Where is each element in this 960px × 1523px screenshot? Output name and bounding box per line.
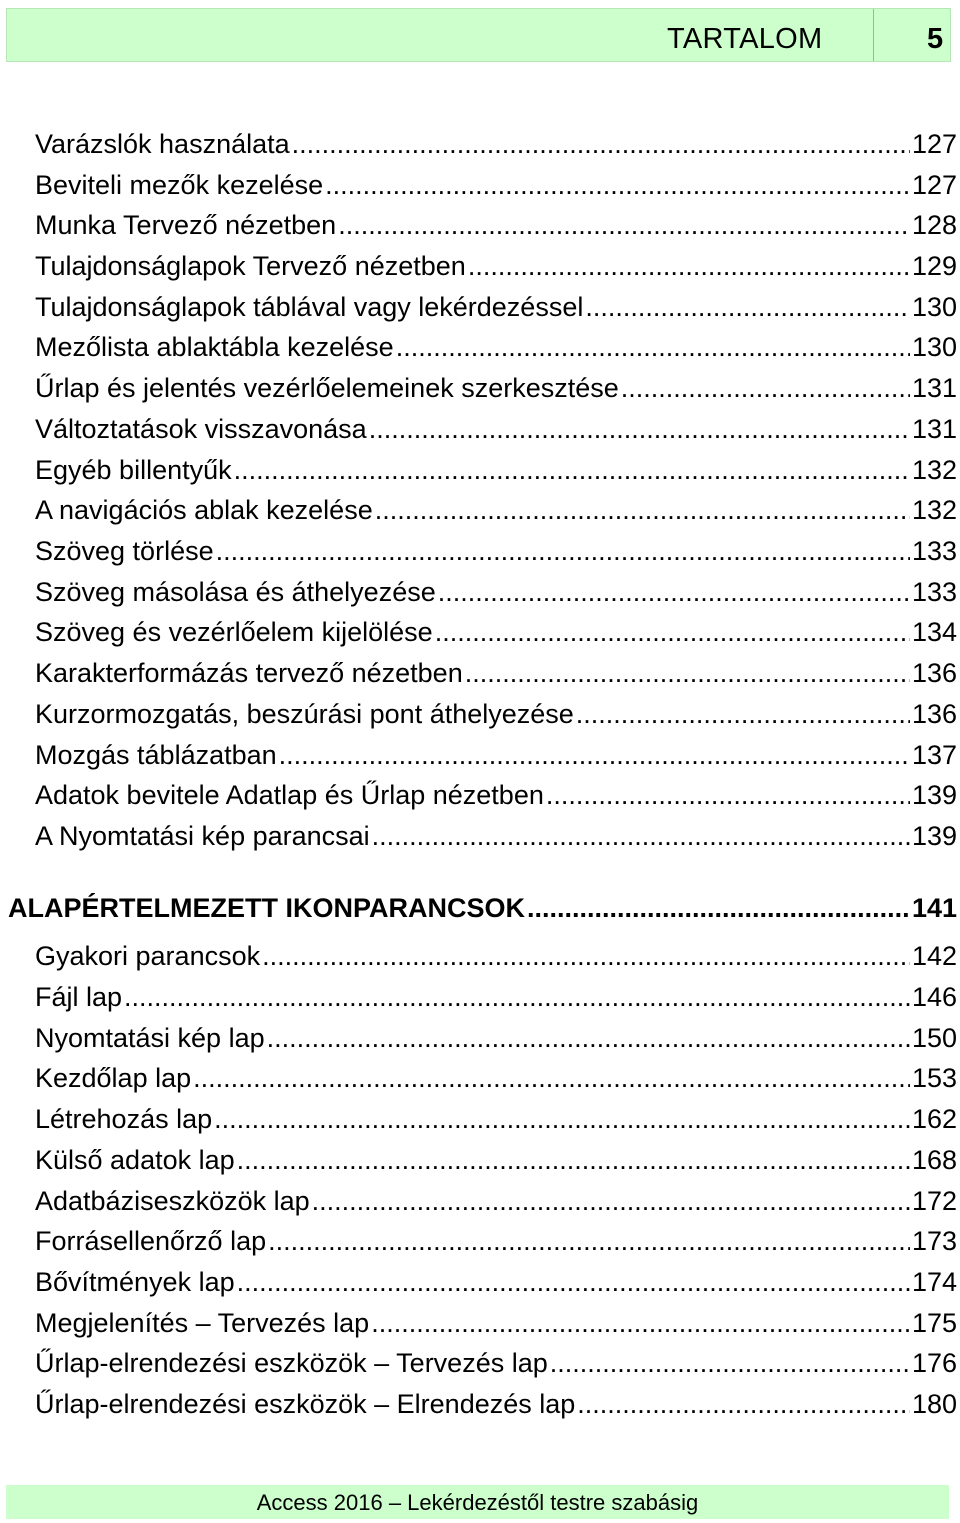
toc-dot-leader	[193, 1061, 910, 1095]
toc-dot-leader	[435, 615, 910, 649]
running-footer	[6, 1485, 949, 1519]
toc-entry-page: 136	[911, 658, 957, 688]
toc-dot-leader	[124, 980, 910, 1014]
toc-dot-leader	[576, 697, 910, 731]
toc-entry-page: 175	[911, 1308, 957, 1338]
toc-entry-page: 128	[911, 210, 957, 240]
toc-dot-leader	[234, 453, 910, 487]
toc-entry-title: Karakterformázás tervező nézetben	[35, 658, 463, 688]
toc-entry[interactable]	[35, 371, 957, 405]
toc-entry[interactable]	[35, 290, 957, 324]
toc-entry-page: 168	[911, 1145, 957, 1175]
toc-dot-leader	[279, 738, 910, 772]
toc-entry[interactable]	[35, 1143, 957, 1177]
toc-dot-leader	[577, 1387, 910, 1421]
toc-entry-page: 142	[911, 941, 957, 971]
toc-dot-leader	[369, 412, 910, 446]
toc-entry[interactable]	[35, 819, 957, 853]
toc-entry[interactable]	[35, 1102, 957, 1136]
toc-entry-title: Munka Tervező nézetben	[35, 210, 337, 240]
toc-entry[interactable]	[35, 208, 957, 242]
running-header	[6, 8, 951, 62]
toc-dot-leader	[546, 778, 910, 812]
toc-entry[interactable]	[35, 1184, 957, 1218]
toc-entry-page: 150	[911, 1023, 957, 1053]
toc-entry-title: Adatbáziseszközök lap	[35, 1186, 310, 1216]
toc-entry-title: Forrásellenőrző lap	[35, 1226, 267, 1256]
toc-entry[interactable]	[35, 534, 957, 568]
toc-entry-title: Nyomtatási kép lap	[35, 1023, 265, 1053]
toc-entry[interactable]	[35, 412, 957, 446]
toc-entry-title: Fájl lap	[35, 982, 123, 1012]
toc-entry-title: Űrlap-elrendezési eszközök – Tervezés lap	[35, 1348, 548, 1378]
toc-entry-page: 133	[911, 536, 957, 566]
toc-entry-page: 139	[911, 821, 957, 851]
toc-entry-title: A Nyomtatási kép parancsai	[35, 821, 370, 851]
toc-entry-page: 132	[911, 495, 957, 525]
toc-entry-title: Kurzormozgatás, beszúrási pont áthelyezése	[35, 699, 574, 729]
toc-chapter-entry[interactable]	[8, 891, 957, 925]
toc-entry-page: 141	[911, 893, 957, 923]
toc-entry[interactable]	[35, 1306, 957, 1340]
toc-entry[interactable]	[35, 330, 957, 364]
footer-text: Access 2016 – Lekérdezéstől testre szabásig	[256, 1490, 699, 1515]
toc-entry-page: 132	[911, 455, 957, 485]
toc-entry-title: Külső adatok lap	[35, 1145, 235, 1175]
toc-entry-page: 133	[911, 577, 957, 607]
toc-entry[interactable]	[35, 1387, 957, 1421]
toc-entry[interactable]	[35, 1021, 957, 1055]
toc-dot-leader	[527, 891, 910, 925]
toc-entry-title: Gyakori parancsok	[35, 941, 261, 971]
toc-dot-leader	[216, 534, 910, 568]
toc-dot-leader	[214, 1102, 910, 1136]
toc-dot-leader	[338, 208, 910, 242]
toc-entry-title: Adatok bevitele Adatlap és Űrlap nézetben	[35, 780, 544, 810]
toc-entry[interactable]	[35, 575, 957, 609]
toc-dot-leader	[262, 939, 910, 973]
toc-entry-page: 130	[911, 332, 957, 362]
toc-dot-leader	[438, 575, 910, 609]
toc-entry[interactable]	[35, 1224, 957, 1258]
toc-entry-page: 139	[911, 780, 957, 810]
toc-dot-leader	[312, 1184, 910, 1218]
toc-entry-page: 137	[911, 740, 957, 770]
toc-entry[interactable]	[35, 656, 957, 690]
toc-entry-title: Szöveg törlése	[35, 536, 214, 566]
toc-entry-page: 129	[911, 251, 957, 281]
toc-entry[interactable]	[35, 939, 957, 973]
toc-dot-leader	[372, 819, 910, 853]
toc-entry-title: Szöveg másolása és áthelyezése	[35, 577, 436, 607]
toc-dot-leader	[292, 127, 910, 161]
toc-entry-page: 174	[911, 1267, 957, 1297]
toc-entry[interactable]	[35, 615, 957, 649]
toc-entry-page: 172	[911, 1186, 957, 1216]
toc-entry-page: 146	[911, 982, 957, 1012]
toc-entry-title: Bővítmények lap	[35, 1267, 235, 1297]
toc-entry-page: 153	[911, 1063, 957, 1093]
header-title: TARTALOM	[667, 23, 823, 55]
toc-entry-title: Tulajdonságlapok Tervező nézetben	[35, 251, 466, 281]
toc-entry-page: 134	[911, 617, 957, 647]
toc-entry[interactable]	[35, 168, 957, 202]
toc-entry-title: Egyéb billentyűk	[35, 455, 232, 485]
toc-dot-leader	[371, 1306, 910, 1340]
toc-dot-leader	[267, 1021, 910, 1055]
toc-entry-title: Létrehozás lap	[35, 1104, 213, 1134]
toc-entry-title: Beviteli mezők kezelése	[35, 170, 324, 200]
toc-entry[interactable]	[35, 778, 957, 812]
header-divider	[873, 9, 874, 61]
toc-dot-leader	[621, 371, 910, 405]
toc-entry[interactable]	[35, 249, 957, 283]
toc-entry-page: 127	[911, 129, 957, 159]
toc-entry-page: 162	[911, 1104, 957, 1134]
toc-dot-leader	[585, 290, 910, 324]
toc-entry-page: 131	[911, 373, 957, 403]
toc-dot-leader	[465, 656, 910, 690]
toc-dot-leader	[268, 1224, 910, 1258]
toc-entry-page: 136	[911, 699, 957, 729]
toc-entry-page: 131	[911, 414, 957, 444]
toc-dot-leader	[237, 1143, 910, 1177]
toc-dot-leader	[237, 1265, 910, 1299]
toc-entry-title: Űrlap-elrendezési eszközök – Elrendezés lap	[35, 1389, 576, 1419]
toc-dot-leader	[396, 330, 910, 364]
header-page-number: 5	[927, 23, 944, 55]
toc-entry[interactable]	[35, 453, 957, 487]
toc-entry[interactable]	[35, 1265, 957, 1299]
toc-dot-leader	[550, 1346, 910, 1380]
toc-entry[interactable]	[35, 697, 957, 731]
toc-entry[interactable]	[35, 127, 957, 161]
toc-dot-leader	[375, 493, 910, 527]
toc-dot-leader	[468, 249, 910, 283]
toc-entry-title: A navigációs ablak kezelése	[35, 495, 373, 525]
toc-entry[interactable]	[35, 980, 957, 1014]
toc-entry-page: 130	[911, 292, 957, 322]
toc-entry[interactable]	[35, 1346, 957, 1380]
toc-entry-title: Szöveg és vezérlőelem kijelölése	[35, 617, 433, 647]
toc-entry-title: Űrlap és jelentés vezérlőelemeinek szerkesztése	[35, 373, 619, 403]
toc-entry[interactable]	[35, 1061, 957, 1095]
toc-entry-title: Mezőlista ablaktábla kezelése	[35, 332, 394, 362]
toc-entry-title: ALAPÉRTELMEZETT IKONPARANCSOK	[8, 893, 525, 923]
toc-entry-page: 176	[911, 1348, 957, 1378]
toc-entry-title: Változtatások visszavonása	[35, 414, 367, 444]
toc-entry-page: 127	[911, 170, 957, 200]
toc-entry[interactable]	[35, 493, 957, 527]
toc-entry-title: Varázslók használata	[35, 129, 290, 159]
toc-entry-title: Megjelenítés – Tervezés lap	[35, 1308, 370, 1338]
toc-entry[interactable]	[35, 738, 957, 772]
toc-entry-page: 180	[911, 1389, 957, 1419]
toc-entry-title: Mozgás táblázatban	[35, 740, 277, 770]
toc-entry-title: Kezdőlap lap	[35, 1063, 192, 1093]
toc-entry-page: 173	[911, 1226, 957, 1256]
toc-dot-leader	[325, 168, 910, 202]
toc-entry-title: Tulajdonságlapok táblával vagy lekérdezéssel	[35, 292, 584, 322]
